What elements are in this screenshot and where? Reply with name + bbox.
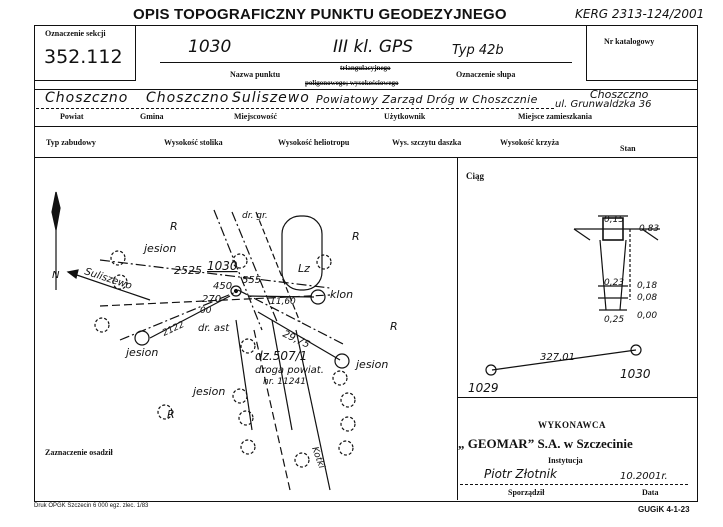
label-droga: droga powiat. <box>255 365 324 376</box>
traverse-from: 1029 <box>468 381 499 395</box>
detail-v2: 0,83 <box>639 224 660 234</box>
form-title: OPIS TOPOGRAFICZNY PUNKTU GEODEZYJNEGO <box>133 6 507 23</box>
sporzadzil-value: Piotr Złotnik <box>484 467 557 481</box>
detail-v7: 0,00 <box>637 311 658 321</box>
traverse-distance: 327,01 <box>540 352 575 363</box>
catalog-label: Nr katalogowy <box>604 37 655 46</box>
meas-555: 555 <box>242 275 262 286</box>
section-label: Oznaczenie sekcji <box>45 29 106 38</box>
label-r3: R <box>390 320 398 333</box>
label-jesion4: jesion <box>193 385 226 398</box>
meas-1160: 11,60 <box>270 297 296 307</box>
label-r4: R <box>167 408 175 421</box>
traverse-to: 1030 <box>620 367 651 381</box>
miejsce-label: Miejsce zamieszkania <box>518 112 592 121</box>
param-heliotrop: Wysokość heliotropu <box>278 138 350 147</box>
label-r2: R <box>352 230 360 243</box>
miejsce-line1: Choszczno <box>590 88 649 101</box>
meas-2122: 2122 <box>161 319 187 339</box>
label-suliszewo: Suliszewo <box>83 266 134 293</box>
detail-v4: 0,18 <box>637 281 658 291</box>
form-code-footer: GUGiK 4-1-23 <box>638 505 690 514</box>
param-stan: Stan <box>620 144 636 153</box>
meas-2975: 29,75 <box>280 328 312 351</box>
miejsce-line2: ul. Grunwaldzka 36 <box>555 99 652 110</box>
wykonawca-label: WYKONAWCA <box>538 420 607 430</box>
name-label: Nazwa punktu <box>230 70 281 79</box>
detail-v3: 0,23 <box>604 278 625 288</box>
label-point: 1030 <box>207 259 238 273</box>
powiat-label: Powiat <box>60 112 84 121</box>
label-jesion1: jesion <box>144 242 177 255</box>
zaznaczenie-label: Zaznaczenie osadził <box>45 448 113 457</box>
form-code: KERG 2313-124/2001 <box>575 7 705 21</box>
meas-2525: 2525 <box>174 264 202 277</box>
meas-00: 00 <box>200 306 212 316</box>
uzytkownik-label: Użytkownik <box>384 112 426 121</box>
label-dr-ast: dr. ast <box>198 323 230 334</box>
uzytkownik-value: Powiatowy Zarząd Dróg w Choszcznie <box>316 93 538 106</box>
label-dz: dz.507/1 <box>255 349 308 363</box>
detail-v5: 0,08 <box>637 293 658 303</box>
label-jesion2: jesion <box>126 346 159 359</box>
detail-v6: 0,25 <box>604 315 625 325</box>
powiat-value: Choszczno <box>45 90 129 106</box>
meas-270: 270 <box>202 294 222 305</box>
param-krzyz: Wysokość krzyża <box>500 138 560 147</box>
gmina-label: Gmina <box>140 112 164 121</box>
param-typ: Typ zabudowy <box>46 138 96 147</box>
print-info: Druk OPGK Szczecin 6 000 egz. zlec. 1/83 <box>34 503 149 509</box>
label-jesion3: jesion <box>356 358 389 371</box>
kind-line1: triangulacyjnego <box>340 64 391 72</box>
label-droga-nr: nr. 11241 <box>263 377 306 387</box>
label-klon: klon <box>330 288 354 301</box>
section-value: 352.112 <box>44 46 123 68</box>
sporzadzil-label: Sporządził <box>508 488 545 497</box>
label-lz: Lz <box>298 262 310 275</box>
meas-450: 450 <box>213 281 233 292</box>
param-daszek: Wys. szczytu daszka <box>392 138 462 147</box>
pillar-label: Oznaczenie słupa <box>456 70 516 79</box>
kind-line2: poligonowego; wysokościowego <box>305 79 399 87</box>
label-n: N <box>52 270 60 281</box>
gmina-value: Choszczno <box>146 90 230 106</box>
wykonawca-value: „ GEOMAR” S.A. w Szczecinie <box>458 436 633 451</box>
data-label: Data <box>642 488 659 497</box>
point-number: 1030 <box>188 37 232 57</box>
miejscowosc-value: Suliszewo <box>232 90 310 106</box>
label-kotki: Kotki <box>309 445 327 471</box>
instytucja-label: Instytucja <box>548 456 583 465</box>
section-detail-title: Ciąg <box>466 171 484 181</box>
param-stolik: Wysokość stolika <box>164 138 223 147</box>
detail-v1: 0,15 <box>604 215 625 225</box>
label-dr-gr: dr. gr. <box>242 211 268 221</box>
miejscowosc-label: Miejscowość <box>234 112 278 121</box>
point-type: Typ 42b <box>452 43 504 58</box>
point-class: III kl. GPS <box>333 37 414 57</box>
label-r1: R <box>170 220 178 233</box>
data-value: 10.2001r. <box>620 471 668 482</box>
